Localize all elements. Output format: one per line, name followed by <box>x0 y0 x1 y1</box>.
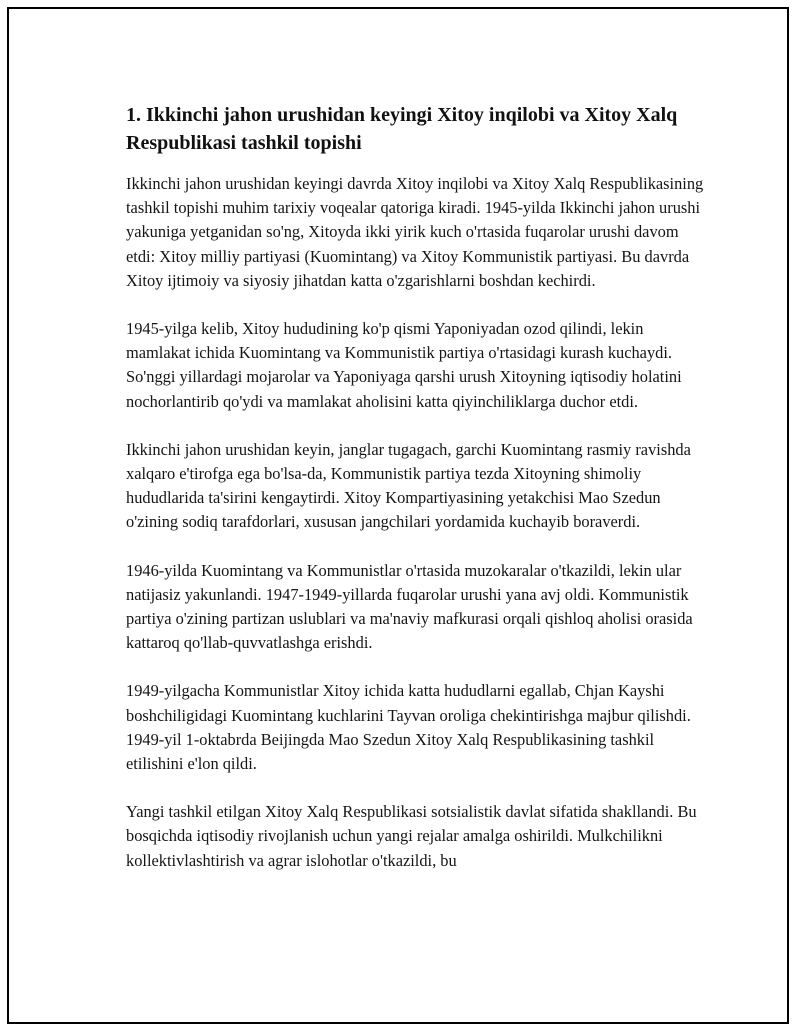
paragraph-1: Ikkinchi jahon urushidan keyingi davrda Xitoy inqilobi va Xitoy Xalq Respublikasining tashkil topishi muhim tarixiy voqealar qatoriga kiradi. 1945-yilda Ikkinchi jahon urushi yakuniga yetganidan so'ng, Xitoyda ikki yirik kuch o'rtasida fuqarolar urushi davom etdi: Xitoy milliy partiyasi (Kuomintang) va Xitoy Kommunistik partiyasi. Bu davrda Xitoy ijtimoiy va siyosiy jihatdan katta o'zgarishlarni boshdan kechirdi. <box>126 174 704 290</box>
paragraph-4: 1946-yilda Kuomintang va Kommunistlar o'rtasida muzokaralar o'tkazildi, lekin ular natijasiz yakunlandi. 1947-1949-yillarda fuqarolar urushi yana avj oldi. Kommunistik partiya o'zining partizan uslublari va ma'naviy mafkurasi orqali qishloq aholisi orasida kattaroq qo'llab-quvvatlashga erishdi. <box>126 560 693 653</box>
section-heading: 1. Ikkinchi jahon urushidan keyingi Xitoy inqilobi va Xitoy Xalq Respublikasi tashkil topishi <box>126 104 678 154</box>
document-body <box>126 101 706 897</box>
paragraph-3: Ikkinchi jahon urushidan keyin, janglar tugagach, garchi Kuomintang rasmiy ravishda xalqaro e'tirofga ega bo'lsa-da, Kommunistik partiya tezda Xitoyning shimoliy hududlarida ta'sirini kengaytirdi. Xitoy Kompartiyasining yetakchisi Mao Szedun o'zining sodiq tarafdorlari, xususan jangchilari yordamida kuchayib boraverdi. <box>126 439 691 532</box>
paragraph-2: 1945-yilga kelib, Xitoy hududining ko'p qismi Yaponiyadan ozod qilindi, lekin mamlakat ichida Kuomintang va Kommunistik partiya o'rtasidagi kurash kuchaydi. So'nggi yillardagi mojarolar va Yaponiyaga qarshi urush Xitoyning iqtisodiy holatini nochorlantirib qo'ydi va mamlakat aholisini katta qiyinchiliklarga duchor etdi. <box>126 319 682 411</box>
page-border <box>7 7 789 1024</box>
paragraph-6: Yangi tashkil etilgan Xitoy Xalq Respublikasi sotsialistik davlat sifatida shakllandi. Bu bosqichda iqtisodiy rivojlanish uchun yangi rejalar amalga oshirildi. Mulkchilikni kollektivlashtirish va agrar islohotlar o'tkazildi, bu <box>126 802 697 870</box>
paragraph-5: 1949-yilgacha Kommunistlar Xitoy ichida katta hududlarni egallab, Chjan Kayshi boshchiligidagi Kuomintang kuchlarini Tayvan oroliga chekintirishga majbur qilishdi. 1949-yil 1-oktabrda Beijingda Mao Szedun Xitoy Xalq Respublikasining tashkil etilishini e'lon qildi. <box>126 681 691 774</box>
